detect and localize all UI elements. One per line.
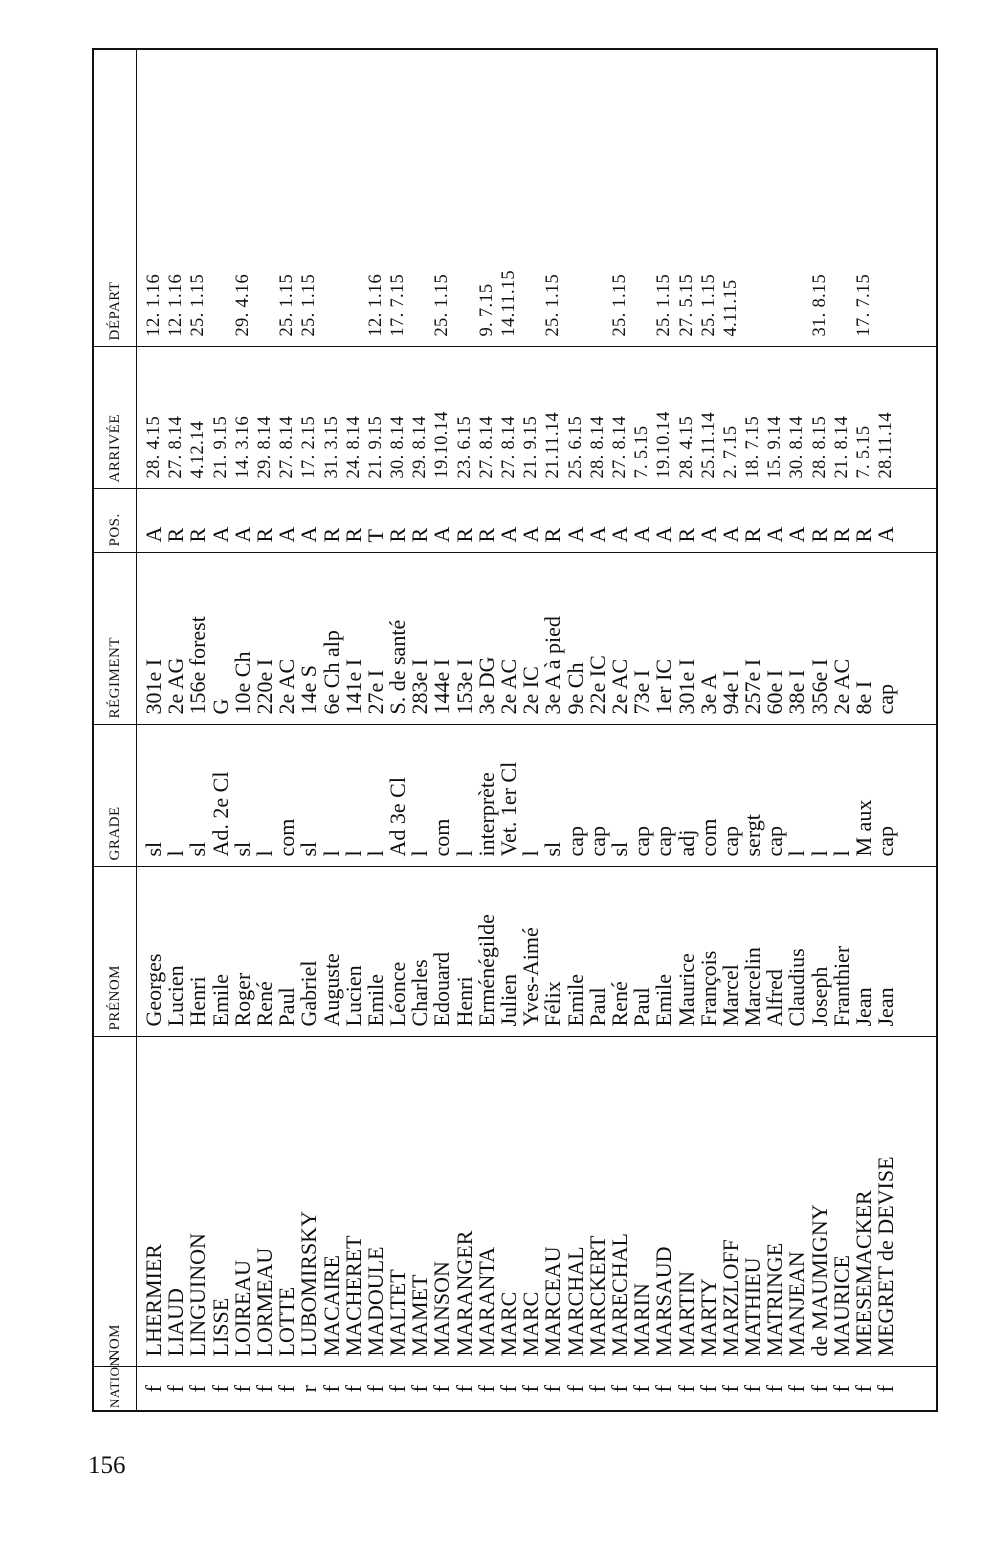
cell-pos: R — [806, 527, 832, 543]
cell-pos: A — [518, 526, 544, 543]
cell-prenom: René — [606, 981, 632, 1027]
cell-grade: sl — [141, 841, 166, 857]
cell-pos: A — [496, 526, 521, 543]
cell-prenom: Jean — [873, 987, 899, 1027]
cell-pos: R — [385, 527, 411, 543]
cell-regiment: 8e I — [851, 680, 876, 715]
cell-grade: sl — [540, 841, 566, 857]
header-arrivee: ARRIVÉE — [93, 347, 137, 489]
cell-regiment: 9e Ch — [562, 662, 588, 715]
cell-regiment: 27e I — [362, 669, 388, 715]
cell-depart: 25. 1.15 — [188, 273, 209, 337]
cell-pos: A — [274, 526, 300, 543]
cell-arrivee: 27. 8.14 — [609, 415, 630, 479]
cell-nom: LINGUINON — [185, 1233, 211, 1357]
cell-nom: MARCKERT — [584, 1235, 610, 1357]
cell-nation: f — [496, 1385, 521, 1393]
cell-prenom: Emile — [207, 973, 233, 1027]
cell-prenom: Maurice — [673, 953, 699, 1027]
cell-nation: f — [695, 1385, 721, 1393]
cell-regiment: 38e I — [784, 669, 810, 715]
cell-prenom: Gabriel — [296, 960, 322, 1027]
cell-arrivee: 29. 8.14 — [410, 415, 431, 479]
cell-regiment: 2e AG — [163, 657, 189, 715]
cell-pos: A — [229, 526, 255, 543]
cell-prenom: Claudius — [784, 948, 810, 1027]
cell-nation: r — [296, 1385, 322, 1393]
cell-prenom: Julien — [496, 973, 521, 1027]
cell-grade: cap — [629, 825, 655, 857]
header-nom: NOM — [93, 1037, 137, 1367]
cell-regiment: 2e AC — [828, 658, 854, 715]
cell-arrivee: 27. 8.14 — [166, 415, 187, 479]
cell-grade: l — [362, 850, 388, 857]
cell-depart: 4.11.15 — [720, 279, 741, 337]
cell-prenom: Georges — [141, 953, 166, 1027]
cell-nom: MACAIRE — [318, 1255, 344, 1357]
cell-arrivee: 27. 8.14 — [476, 415, 497, 479]
cell-grade: l — [251, 850, 277, 857]
cell-regiment: 2e AC — [274, 658, 300, 715]
cell-regiment: 220e I — [251, 658, 277, 715]
cell-nom: MATRINGE — [762, 1242, 788, 1357]
cell-depart: 12. 1.16 — [166, 273, 187, 337]
cell-depart: 12. 1.16 — [144, 273, 164, 337]
cell-nom: MARCEAU — [540, 1246, 566, 1357]
cell-arrivee: 30. 8.14 — [787, 415, 808, 479]
cell-nation: f — [229, 1385, 255, 1393]
cell-nom: MARC — [496, 1291, 521, 1357]
cell-arrivee: 27. 8.14 — [277, 415, 298, 479]
cell-grade: adj — [673, 829, 699, 857]
cell-depart: 14.11.15 — [499, 270, 519, 337]
cell-nation: f — [362, 1385, 388, 1393]
cell-nom: LORMEAU — [251, 1247, 277, 1357]
cell-regiment: cap — [873, 683, 899, 715]
cell-prenom: Paul — [584, 987, 610, 1027]
cell-nom: MAURICE — [828, 1255, 854, 1357]
cell-nation: f — [518, 1385, 544, 1393]
cell-arrivee: 28. 8.14 — [587, 415, 608, 479]
cell-prenom: René — [251, 981, 277, 1027]
cell-depart — [254, 56, 276, 337]
cell-nom: MATHIEU — [740, 1257, 766, 1357]
cell-regiment: 144e I — [429, 658, 455, 715]
cell-prenom: Jean — [851, 987, 876, 1027]
cell-arrivee: 7. 5.15 — [854, 425, 874, 479]
cell-arrivee: 27. 8.14 — [499, 415, 519, 479]
cell-depart: 25. 1.15 — [654, 273, 675, 337]
cell-grade: l — [407, 850, 433, 857]
cell-arrivee: 18. 7.15 — [743, 415, 764, 479]
cell-grade: cap — [562, 825, 588, 857]
cell-arrivee: 28. 8.15 — [809, 415, 830, 479]
cell-nom: MEESEMACKER — [851, 1190, 876, 1357]
cell-nom: MAMET — [407, 1274, 433, 1357]
cell-nom: MARSAUD — [651, 1246, 677, 1357]
cell-depart — [742, 56, 764, 337]
cell-pos: A — [584, 526, 610, 543]
cell-pos: A — [695, 526, 721, 543]
cell-prenom: Henri — [185, 976, 211, 1027]
cell-regiment: 94e I — [717, 669, 743, 715]
cell-nation: f — [407, 1385, 433, 1393]
cell-regiment: 22e IC — [584, 655, 610, 715]
cell-pos: A — [207, 526, 233, 543]
column-prenom — [137, 867, 938, 1037]
column-grade — [137, 725, 938, 867]
column-arrivee — [137, 347, 938, 489]
cell-pos: R — [473, 527, 499, 543]
cell-arrivee: 15. 9.14 — [765, 415, 786, 479]
cell-depart: 12. 1.16 — [365, 273, 386, 337]
cell-regiment: 156e forest — [185, 616, 211, 715]
cell-pos: R — [185, 527, 211, 543]
cell-nom: MANJEAN — [784, 1251, 810, 1357]
cell-prenom: Lucien — [340, 965, 366, 1027]
cell-nom: MARTY — [695, 1278, 721, 1357]
header-pos: POS. — [93, 489, 137, 553]
cell-nation: f — [740, 1385, 766, 1393]
cell-nom: MARZLOFF — [717, 1239, 743, 1357]
cell-nom: MARANGER — [451, 1230, 477, 1357]
cell-depart: 25. 1.15 — [543, 273, 564, 337]
page-number: 156 — [88, 1452, 126, 1479]
cell-nation: f — [851, 1385, 876, 1393]
cell-nom: MARCHAL — [562, 1246, 588, 1357]
header-regiment: RÉGIMENT — [93, 553, 137, 725]
cell-grade: com — [274, 818, 300, 857]
cell-arrivee: 28. 4.15 — [144, 415, 164, 479]
cell-nation: f — [584, 1385, 610, 1393]
cell-grade: cap — [873, 825, 899, 857]
cell-regiment: 301e I — [673, 658, 699, 715]
cell-prenom: Henri — [451, 976, 477, 1027]
cell-pos: R — [673, 527, 699, 543]
cell-depart: 17. 7.15 — [388, 273, 409, 337]
cell-nation: f — [629, 1385, 655, 1393]
cell-arrivee: 21. 9.15 — [365, 415, 386, 479]
cell-nom: MARC — [518, 1291, 544, 1357]
cell-prenom: Erménégilde — [473, 914, 499, 1027]
cell-nom: MANSON — [429, 1261, 455, 1357]
cell-pos: R — [851, 527, 876, 543]
cell-arrivee: 28.11.14 — [876, 412, 897, 479]
cell-prenom: Emile — [562, 973, 588, 1027]
cell-pos: A — [629, 526, 655, 543]
cell-grade: cap — [584, 825, 610, 857]
cell-regiment: 6e Ch alp — [318, 630, 344, 715]
cell-regiment: S. de santé — [385, 619, 411, 715]
cell-regiment: 73e I — [629, 669, 655, 715]
cell-regiment: 2e IC — [518, 666, 544, 715]
cell-regiment: 3e DG — [473, 656, 499, 715]
cell-prenom: François — [695, 950, 721, 1027]
cell-nom: LOTTE — [274, 1286, 300, 1357]
cell-grade: cap — [762, 825, 788, 857]
cell-prenom: Léonce — [385, 961, 411, 1027]
cell-prenom: Joseph — [806, 966, 832, 1027]
cell-arrivee: 21. 9.15 — [521, 415, 542, 479]
cell-grade: sl — [606, 841, 632, 857]
cell-nom: LHERMIER — [141, 1244, 166, 1357]
cell-nation: f — [207, 1385, 233, 1393]
cell-pos: R — [251, 527, 277, 543]
column-nom — [137, 1037, 938, 1367]
cell-nation: f — [784, 1385, 810, 1393]
cell-grade: sl — [185, 841, 211, 857]
cell-nation: f — [385, 1385, 411, 1393]
cell-arrivee: 19.10.14 — [432, 411, 453, 479]
cell-depart — [587, 56, 609, 337]
cell-arrivee: 17. 2.15 — [299, 415, 320, 479]
cell-pos: A — [717, 526, 743, 543]
cell-pos: R — [451, 527, 477, 543]
cell-prenom: Alfred — [762, 969, 788, 1027]
cell-grade: l — [828, 850, 854, 857]
cell-depart: 25. 1.15 — [432, 273, 453, 337]
cell-nation: f — [606, 1385, 632, 1393]
cell-prenom: Félix — [540, 981, 566, 1027]
cell-pos: A — [296, 526, 322, 543]
cell-grade: l — [806, 850, 832, 857]
cell-prenom: Emile — [651, 973, 677, 1027]
cell-pos: A — [651, 526, 677, 543]
column-regiment — [137, 553, 938, 725]
header-nation: NATION — [93, 1367, 137, 1411]
cell-prenom: Emile — [362, 973, 388, 1027]
cell-grade: com — [695, 818, 721, 857]
cell-regiment: 257e I — [740, 658, 766, 715]
cell-pos: A — [784, 526, 810, 543]
cell-grade: l — [318, 850, 344, 857]
cell-regiment: 14e S — [296, 665, 322, 715]
cell-grade: sl — [229, 841, 255, 857]
cell-nation: f — [673, 1385, 699, 1393]
cell-depart — [321, 56, 343, 337]
cell-prenom: Charles — [407, 959, 433, 1027]
cell-prenom: Edouard — [429, 951, 455, 1027]
cell-arrivee: 24. 8.14 — [343, 415, 364, 479]
cell-prenom: Franthier — [828, 945, 854, 1027]
cell-pos: A — [429, 526, 455, 543]
cell-regiment: 356e I — [806, 658, 832, 715]
cell-prenom: Lucien — [163, 965, 189, 1027]
rotated-table-container — [92, 50, 938, 1412]
cell-depart: 9. 7.15 — [476, 283, 497, 337]
cell-nation: f — [806, 1385, 832, 1393]
cell-regiment: 10e Ch — [229, 651, 255, 715]
cell-pos: T — [362, 529, 388, 543]
cell-grade: sergt — [740, 814, 766, 857]
header-grade: GRADE — [93, 725, 137, 867]
cell-prenom: Marcel — [717, 964, 743, 1027]
cell-nation: f — [185, 1385, 211, 1393]
cell-depart — [454, 56, 476, 337]
cell-depart: 17. 7.15 — [854, 273, 874, 337]
cell-regiment: 283e I — [407, 658, 433, 715]
cell-pos: R — [318, 527, 344, 543]
cell-grade: Ad 3e Cl — [385, 777, 411, 857]
cell-nation: f — [873, 1385, 899, 1393]
cell-arrivee: 30. 8.14 — [388, 415, 409, 479]
cell-nation: f — [540, 1385, 566, 1393]
cell-regiment: 60e I — [762, 669, 788, 715]
cell-arrivee: 28. 4.15 — [676, 415, 697, 479]
cell-arrivee: 7. 5.15 — [632, 425, 653, 479]
cell-pos: A — [762, 526, 788, 543]
cell-grade: Vet. 1er Cl — [496, 761, 521, 857]
cell-nation: f — [451, 1385, 477, 1393]
cell-nation: f — [251, 1385, 277, 1393]
cell-grade: sl — [296, 841, 322, 857]
cell-depart — [520, 56, 542, 337]
cell-arrivee: 14. 3.16 — [232, 415, 253, 479]
cell-nom: MARANTA — [473, 1247, 499, 1357]
cell-nation: f — [318, 1385, 344, 1393]
cell-depart — [764, 56, 786, 337]
cell-pos: A — [141, 526, 166, 543]
cell-grade: l — [451, 850, 477, 857]
cell-nation: f — [762, 1385, 788, 1393]
cell-arrivee: 29. 8.14 — [254, 415, 275, 479]
cell-depart — [831, 56, 853, 337]
cell-nation: f — [163, 1385, 189, 1393]
cell-regiment: G — [207, 698, 233, 715]
cell-arrivee: 21. 9.15 — [210, 415, 231, 479]
cell-regiment: 141e I — [340, 658, 366, 715]
cell-nom: LIAUD — [163, 1288, 189, 1357]
cell-depart — [343, 56, 365, 337]
header-depart: DÉPART — [93, 49, 137, 347]
cell-depart: 25. 1.15 — [698, 273, 719, 337]
cell-pos: R — [340, 527, 366, 543]
cell-regiment: 301e I — [141, 658, 166, 715]
cell-depart — [409, 56, 431, 337]
cell-regiment: 1er IC — [651, 658, 677, 715]
cell-pos: A — [873, 526, 899, 543]
cell-depart: 27. 5.15 — [676, 273, 697, 337]
cell-nom: LOIREAU — [229, 1259, 255, 1357]
cell-depart: 31. 8.15 — [809, 273, 830, 337]
cell-nom: MADOULE — [362, 1246, 388, 1357]
header-prenom: PRÉNOM — [93, 867, 137, 1037]
cell-arrivee: 4.12.14 — [188, 420, 209, 479]
cell-pos: A — [606, 526, 632, 543]
cell-nom: MEGRET de DEVISE — [873, 1156, 899, 1357]
cell-depart — [210, 56, 232, 337]
cell-nom: MARIN — [629, 1283, 655, 1357]
cell-prenom: Auguste — [318, 953, 344, 1027]
cell-arrivee: 21.11.14 — [543, 412, 564, 479]
cell-regiment: 153e I — [451, 658, 477, 715]
cell-arrivee: 25. 6.15 — [565, 415, 586, 479]
cell-nom: LISSE — [207, 1297, 233, 1357]
cell-arrivee: 21. 8.14 — [831, 415, 852, 479]
cell-prenom: Roger — [229, 972, 255, 1027]
cell-pos: A — [562, 526, 588, 543]
cell-regiment: 2e AC — [606, 658, 632, 715]
cell-nation: f — [141, 1385, 166, 1393]
cell-regiment: 3e A — [695, 673, 721, 715]
cell-depart: 29. 4.16 — [232, 273, 253, 337]
cell-grade: l — [784, 850, 810, 857]
cell-grade: Ad. 2e Cl — [207, 771, 233, 857]
body-row — [137, 49, 938, 1411]
cell-prenom: Yves-Aimé — [518, 927, 544, 1027]
cell-nation: f — [340, 1385, 366, 1393]
cell-nation: f — [562, 1385, 588, 1393]
column-nation — [137, 1367, 938, 1411]
cell-regiment: 3e A à pied — [540, 616, 566, 715]
cell-arrivee: 23. 6.15 — [454, 415, 475, 479]
cell-pos: R — [540, 527, 566, 543]
cell-pos: R — [407, 527, 433, 543]
cell-depart — [565, 56, 587, 337]
cell-arrivee: 31. 3.15 — [321, 415, 342, 479]
column-pos — [137, 489, 938, 553]
cell-nation: f — [828, 1385, 854, 1393]
cell-arrivee: 19.10.14 — [654, 411, 675, 479]
cell-nom: de MAUMIGNY — [806, 1204, 832, 1357]
cell-nom: MACHERET — [340, 1235, 366, 1357]
cell-nom: MARTIN — [673, 1271, 699, 1357]
cell-grade: cap — [651, 825, 677, 857]
cell-grade: interprète — [473, 772, 499, 857]
cell-depart — [631, 56, 653, 337]
cell-depart: 25. 1.15 — [609, 273, 630, 337]
cell-nation: f — [274, 1385, 300, 1393]
cell-depart — [786, 56, 808, 337]
cell-nom: MALTET — [385, 1269, 411, 1357]
cell-regiment: 2e AC — [496, 658, 521, 715]
cell-nation: f — [651, 1385, 677, 1393]
cell-depart — [875, 56, 897, 337]
cell-prenom: Paul — [629, 987, 655, 1027]
cell-grade: l — [518, 850, 544, 857]
cell-prenom: Paul — [274, 987, 300, 1027]
cell-depart: 25. 1.15 — [299, 273, 320, 337]
cell-nation: f — [473, 1385, 499, 1393]
cell-grade: cap — [717, 825, 743, 857]
header-row — [93, 49, 137, 1411]
cell-depart: 25. 1.15 — [277, 273, 298, 337]
roster-table — [92, 48, 938, 1412]
cell-nom: MARECHAL — [606, 1233, 632, 1357]
cell-pos: R — [740, 527, 766, 543]
cell-grade: M aux — [851, 799, 876, 857]
cell-pos: R — [828, 527, 854, 543]
cell-prenom: Marcelin — [740, 947, 766, 1027]
cell-arrivee: 2. 7.15 — [720, 425, 741, 479]
column-depart — [137, 49, 938, 347]
cell-grade: l — [163, 850, 189, 857]
cell-pos: R — [163, 527, 189, 543]
cell-grade: l — [340, 850, 366, 857]
cell-nation: f — [717, 1385, 743, 1393]
cell-grade: com — [429, 818, 455, 857]
cell-arrivee: 25.11.14 — [698, 412, 719, 479]
cell-nation: f — [429, 1385, 455, 1393]
cell-nom: LUBOMIRSKY — [296, 1211, 322, 1357]
